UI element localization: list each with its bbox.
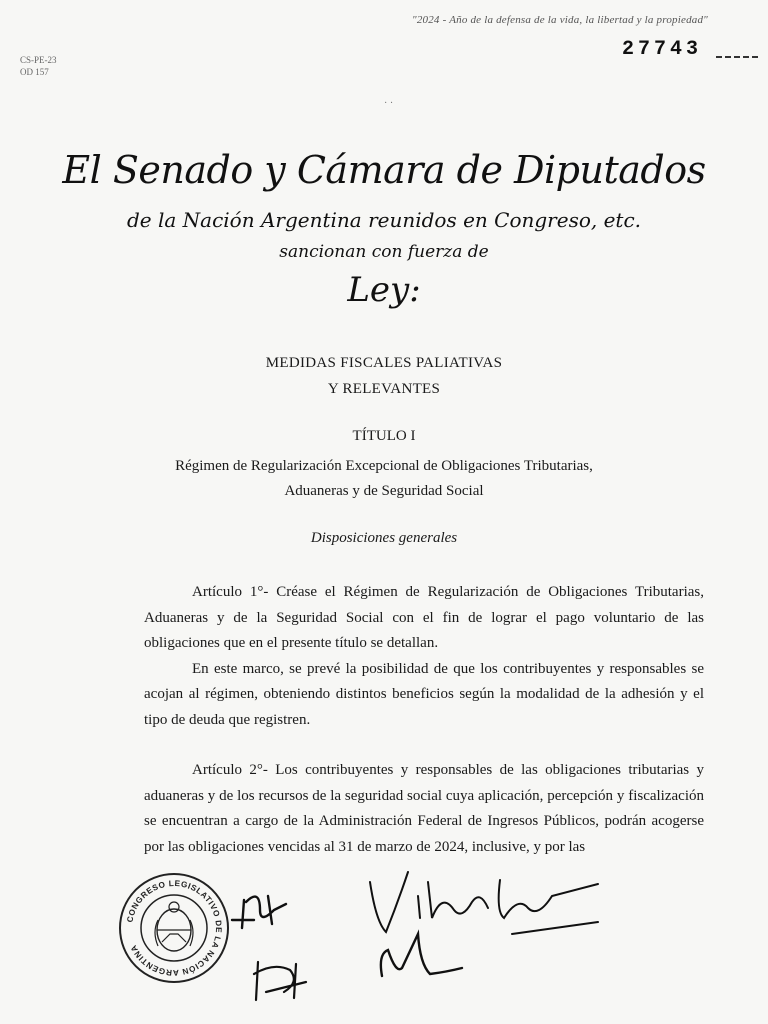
seal-text: CONGRESO LEGISLATIVO DE LA NACIÓN ARGENTINA — [125, 878, 224, 978]
article-2 — [144, 758, 704, 860]
file-reference-line: OD 157 — [20, 67, 49, 77]
document-number: 27743 — [622, 38, 703, 61]
article-paragraph: En este marco, se prevé la posibilidad de que los contribuyentes y responsables se acojan al régimen, obteniendo distintos beneficios según la modalidad de la adhesión y el tipo de deuda que registren. — [144, 660, 704, 728]
title-subheading-line: Aduaneras y de Seguridad Social — [284, 483, 484, 499]
year-motto: "2024 - Año de la defensa de la vida, la libertad y la propiedad" — [412, 14, 708, 26]
enactment-heading: El Senado y Cámara de Diputados — [62, 148, 706, 192]
signature-mark — [244, 952, 314, 1004]
signature-mark — [370, 924, 470, 994]
svg-text:CONGRESO LEGISLATIVO DE LA NAC — [125, 879, 223, 977]
article-paragraph: Artículo 2°- Los contribuyentes y responsables de las obligaciones tributarias y aduaneras y de los recursos de la seguridad social cuya aplicación, percepción y fiscalización se encuentran a cargo de la Administración Federal de Ingresos Públicos, podrán acogerse por las obligaciones vencidas al 31 de marzo de 2024, inclusive, y por las — [144, 762, 704, 855]
article-1 — [144, 580, 704, 733]
document-number-mark — [716, 50, 758, 58]
enactment-formula: sancionan con fuerza de — [279, 242, 489, 262]
law-title-line: Y RELEVANTES — [327, 381, 441, 397]
title-subheading-line: Régimen de Regularización Excepcional de Obligaciones Tributarias, — [175, 458, 593, 474]
enactment-subheading: de la Nación Argentina reunidos en Congreso, etc. — [126, 208, 642, 232]
scan-mark: · · — [384, 98, 394, 109]
title-subheading — [0, 454, 768, 504]
law-title-line: MEDIDAS FISCALES PALIATIVAS — [265, 355, 503, 371]
article-paragraph: Artículo 1°- Créase el Régimen de Regularización de Obligaciones Tributarias, Aduaneras y de la Seguridad Social con el fin de lograr el pago voluntario de las obligaciones que en el presente título se detallan. — [144, 584, 704, 651]
congress-seal-icon — [118, 872, 230, 984]
law-title — [0, 350, 768, 402]
file-reference-line: CS-PE-23 — [20, 55, 57, 65]
file-reference — [20, 54, 57, 78]
enactment-ley: Ley: — [347, 270, 421, 310]
section-heading: Disposiciones generales — [310, 530, 458, 546]
title-label: TÍTULO I — [352, 428, 416, 444]
signature-mark — [224, 880, 296, 940]
